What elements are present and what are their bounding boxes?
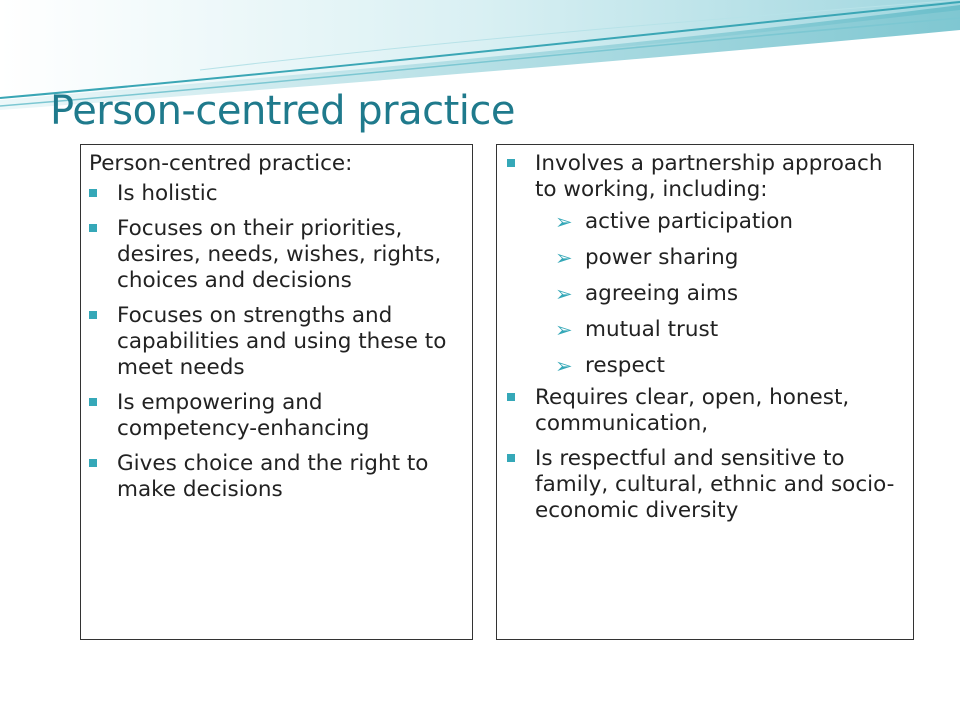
square-bullet-icon (89, 398, 97, 406)
arrow-bullet-icon: ➢ (555, 210, 573, 234)
square-bullet-icon (89, 189, 97, 197)
list-item-text: Focuses on their priorities, desires, needs, wishes, rights, choices and decisions (117, 216, 442, 293)
right-bullet-list (507, 151, 905, 524)
list-item-text: Gives choice and the right to make decisions (117, 451, 429, 502)
arrow-bullet-icon: ➢ (555, 318, 573, 342)
sub-list-item-text: power sharing (585, 245, 739, 270)
list-item (507, 151, 905, 203)
list-item (89, 216, 462, 294)
left-content-box (80, 144, 473, 640)
left-bullet-list (89, 181, 462, 503)
list-item (89, 303, 462, 381)
sub-list-item (507, 245, 905, 271)
list-item (507, 446, 905, 524)
list-item (507, 385, 905, 437)
arrow-bullet-icon: ➢ (555, 282, 573, 306)
list-item-text: Focuses on strengths and capabilities and using these to meet needs (117, 303, 447, 380)
sub-list-item-text: agreeing aims (585, 281, 739, 306)
left-box-intro: Person-centred practice: (89, 151, 353, 176)
square-bullet-icon (89, 311, 97, 319)
arrow-bullet-icon: ➢ (555, 246, 573, 270)
square-bullet-icon (507, 159, 515, 167)
sub-list-item-text: mutual trust (585, 317, 719, 342)
arrow-bullet-icon: ➢ (555, 354, 573, 378)
list-item (89, 390, 462, 442)
right-content-box (496, 144, 914, 640)
sub-list-item (507, 317, 905, 343)
list-item (89, 181, 462, 207)
list-item (89, 451, 462, 503)
sub-list-item (507, 353, 905, 379)
square-bullet-icon (89, 224, 97, 232)
list-item-text: Is holistic (117, 181, 218, 206)
list-item-text: Is respectful and sensitive to family, cultural, ethnic and socio-economic diversity (535, 446, 895, 523)
square-bullet-icon (507, 393, 515, 401)
sub-list-item (507, 209, 905, 235)
square-bullet-icon (89, 459, 97, 467)
square-bullet-icon (507, 454, 515, 462)
sub-list-item-text: active participation (585, 209, 794, 234)
list-item-text: Requires clear, open, honest, communication, (535, 385, 850, 436)
list-item-text: Involves a partnership approach to working, including: (535, 151, 883, 202)
sub-list-item-text: respect (585, 353, 665, 378)
slide-title: Person-centred practice (50, 88, 516, 134)
sub-list-item (507, 281, 905, 307)
list-item-text: Is empowering and competency-enhancing (117, 390, 370, 441)
